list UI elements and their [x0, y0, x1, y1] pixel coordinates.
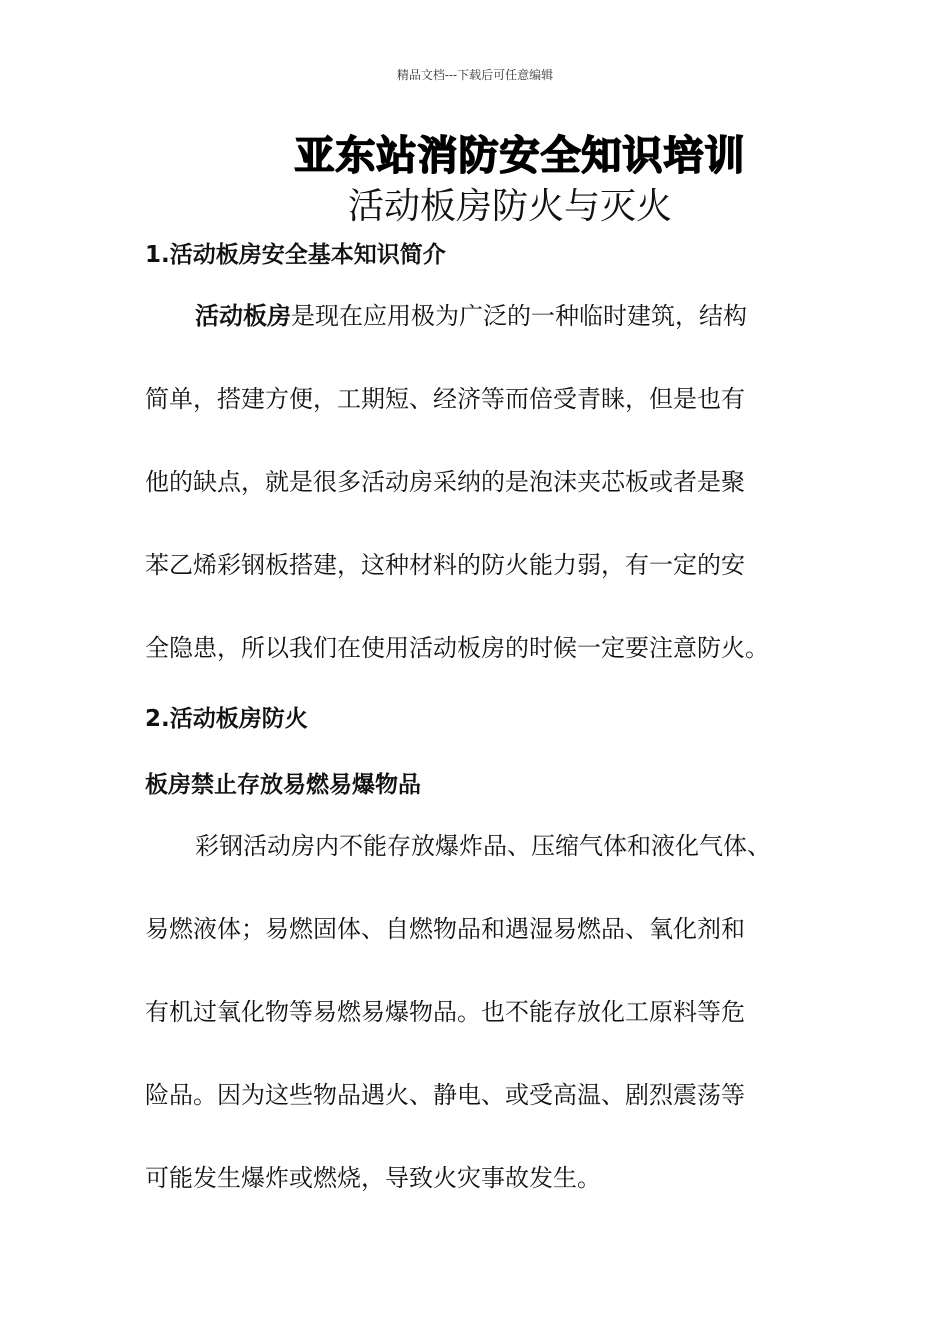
paragraph-line: 有机过氧化物等易燃易爆物品。也不能存放化工原料等危: [145, 998, 745, 1026]
paragraph-line: 苯乙烯彩钢板搭建，这种材料的防火能力弱，有一定的安: [145, 551, 745, 579]
section-1-heading: 1.活动板房安全基本知识简介: [145, 242, 446, 268]
bold-term: 活动板房: [195, 302, 291, 330]
paragraph-line: 他的缺点，就是很多活动房采纳的是泡沫夹芯板或者是聚: [145, 468, 745, 496]
paragraph-line: 简单，搭建方便，工期短、经济等而倍受青睐，但是也有: [145, 385, 745, 413]
paragraph-line: 全隐患，所以我们在使用活动板房的时候一定要注意防火。: [145, 634, 769, 662]
section-2-subheading: 板房禁止存放易燃易爆物品: [145, 772, 421, 798]
paragraph-line: 险品。因为这些物品遇火、静电、或受高温、剧烈震荡等: [145, 1081, 745, 1109]
line-text: 是现在应用极为广泛的一种临时建筑，结构: [291, 302, 747, 330]
paragraph-line: 彩钢活动房内不能存放爆炸品、压缩气体和液化气体、: [195, 832, 771, 860]
section-1-paragraph: [145, 275, 825, 690]
document-title: 亚东站消防安全知识培训: [294, 133, 746, 179]
section-2-heading: 2.活动板房防火: [145, 706, 308, 732]
paragraph-line: 可能发生爆炸或燃烧，导致火灾事故发生。: [145, 1164, 601, 1192]
paragraph-line: [145, 275, 825, 358]
paragraph-line: 易燃液体；易燃固体、自燃物品和遇湿易燃品、氧化剂和: [145, 915, 745, 943]
document-subtitle: 活动板房防火与灭火: [347, 186, 672, 227]
section-2-paragraph: [145, 805, 825, 1220]
header-watermark: 精品文档---下载后可任意编辑: [396, 68, 554, 82]
